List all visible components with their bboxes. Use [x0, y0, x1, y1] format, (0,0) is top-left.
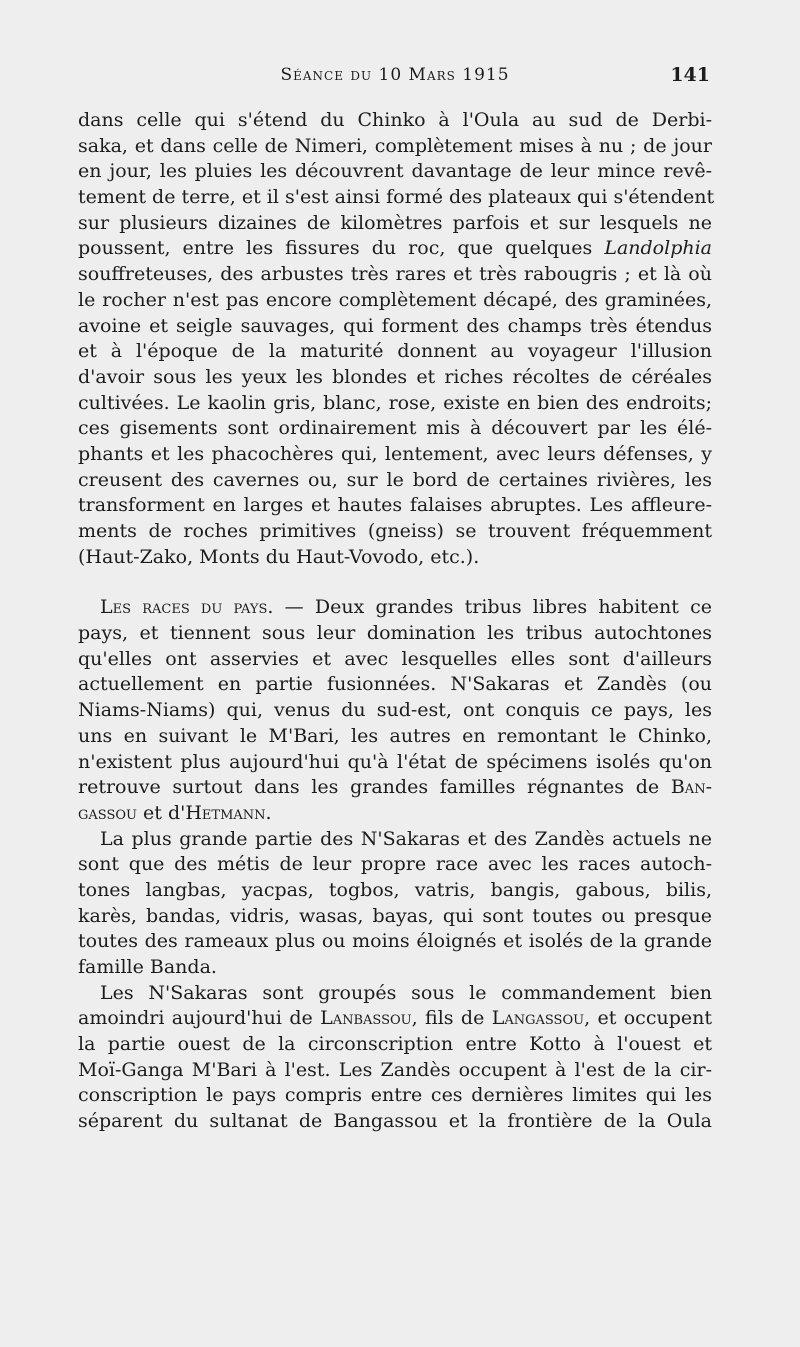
text-line: [78, 595, 712, 621]
text-line: creusent des cavernes ou, sur le bord de certaines rivières, les: [78, 468, 712, 491]
text-line: saka, et dans celle de Nimeri, complètement mises à nu ; de jour: [78, 134, 712, 157]
text-line: [78, 775, 712, 801]
text-line: sont que des métis de leur propre race avec les races autoch-: [78, 853, 712, 876]
text-line: [78, 1006, 712, 1032]
text-line: pays, et tiennent sous leur domination les tribus autochtones: [78, 622, 712, 645]
running-title: Séance du 10 Mars 1915: [280, 65, 510, 85]
text-line: qu'elles ont asservies et avec lesquelles elles sont d'ailleurs: [78, 647, 712, 670]
text-line: Les N'Sakaras sont groupés sous le commandement bien: [100, 981, 712, 1004]
text-line: sur plusieurs dizaines de kilomètres parfois et sur lesquels ne: [78, 211, 712, 234]
body-text: [78, 108, 715, 1135]
text-line: (Haut-Zako, Monts du Haut-Vovodo, etc.).: [78, 545, 480, 568]
text-fragment: — Deux grandes tribus libres habitent ce: [273, 596, 712, 619]
text-line: cultivées. Le kaolin gris, blanc, rose, existe en bien des endroits;: [78, 391, 712, 414]
text-fragment: , fils de: [411, 1007, 492, 1030]
text-line: tement de terre, et il s'est ainsi formé des plateaux qui s'étendent: [78, 186, 715, 209]
text-line: La plus grande partie des N'Sakaras et des Zandès actuels ne: [100, 827, 712, 850]
text-line: toutes des rameaux plus ou moins éloignés et isolés de la grande: [78, 930, 712, 953]
text-line: la partie ouest de la circonscription entre Kotto à l'ouest et: [78, 1033, 712, 1056]
text-line: Moï-Ganga M'Bari à l'est. Les Zandès occupent à l'est de la cir-: [78, 1058, 712, 1081]
text-line: d'avoir sous les yeux les blondes et riches récoltes de céréales: [78, 365, 712, 388]
text-line: uns en suivant le M'Bari, les autres en remontant le Chinko,: [78, 724, 712, 747]
text-line: phants et les phacochères qui, lentement, avec leurs défenses, y: [78, 442, 712, 465]
italic-term: Landolphia: [604, 237, 712, 260]
text-fragment: et d': [136, 801, 186, 824]
text-line: conscription le pays compris entre ces dernières limites qui les: [78, 1084, 712, 1107]
proper-name: Ban-: [670, 776, 712, 799]
text-line: ments de roches primitives (gneiss) se trouvent fréquemment: [78, 520, 712, 542]
proper-name: gassou: [78, 801, 137, 824]
text-line: transforment en larges et hautes falaises abruptes. Les affleure-: [78, 494, 712, 517]
text-line: karès, bandas, vidris, wasas, bayas, qui sont toutes ou presque: [78, 904, 712, 927]
page-number: 141: [670, 64, 710, 86]
text-fragment: , et occupent: [584, 1007, 712, 1030]
text-line: en jour, les pluies les découvrent davantage de leur mince revê-: [78, 160, 712, 183]
text-fragment: amoindri aujourd'hui de: [78, 1007, 321, 1030]
text-line: avoine et seigle sauvages, qui forment des champs très étendus: [78, 314, 712, 337]
text-line: tones langbas, yacpas, togbos, vatris, bangis, gabous, bilis,: [78, 878, 712, 901]
text-line: famille Banda.: [78, 956, 217, 978]
text-line: et à l'époque de la maturité donnent au voyageur l'illusion: [78, 340, 712, 363]
text-fragment: .: [265, 801, 272, 824]
text-line: séparent du sultanat de Bangassou et la frontière de la Oula: [78, 1110, 712, 1133]
text-fragment: retrouve surtout dans les grandes familles régnantes de: [78, 776, 660, 799]
text-line: n'existent plus aujourd'hui qu'à l'état de spécimens isolés qu'on: [78, 750, 712, 773]
text-line: [78, 801, 712, 827]
proper-name: Lanbassou: [320, 1007, 412, 1030]
text-line: le rocher n'est pas encore complètement décapé, des graminées,: [78, 288, 712, 311]
proper-name: Hetmann: [185, 801, 266, 824]
text-line: Niams-Niams) qui, venus du sud-est, ont conquis ce pays, les: [78, 699, 712, 722]
text-line: souffreteuses, des arbustes très rares et très rabougris ; et là où: [78, 263, 712, 286]
paragraph-gap: [78, 570, 712, 595]
text-line: actuellement en partie fusionnées. N'Sakaras et Zandès (ou: [78, 673, 712, 696]
section-heading: Les races du pays.: [100, 596, 274, 619]
text-fragment: poussent, entre les fissures du roc, que quelques: [78, 237, 593, 260]
proper-name: Langassou: [491, 1007, 585, 1030]
text-line: [78, 236, 712, 262]
text-line: ces gisements sont ordinairement mis à découvert par les élé-: [78, 417, 712, 440]
running-head: [80, 60, 710, 90]
text-line: dans celle qui s'étend du Chinko à l'Oula au sud de Derbi-: [78, 109, 712, 131]
